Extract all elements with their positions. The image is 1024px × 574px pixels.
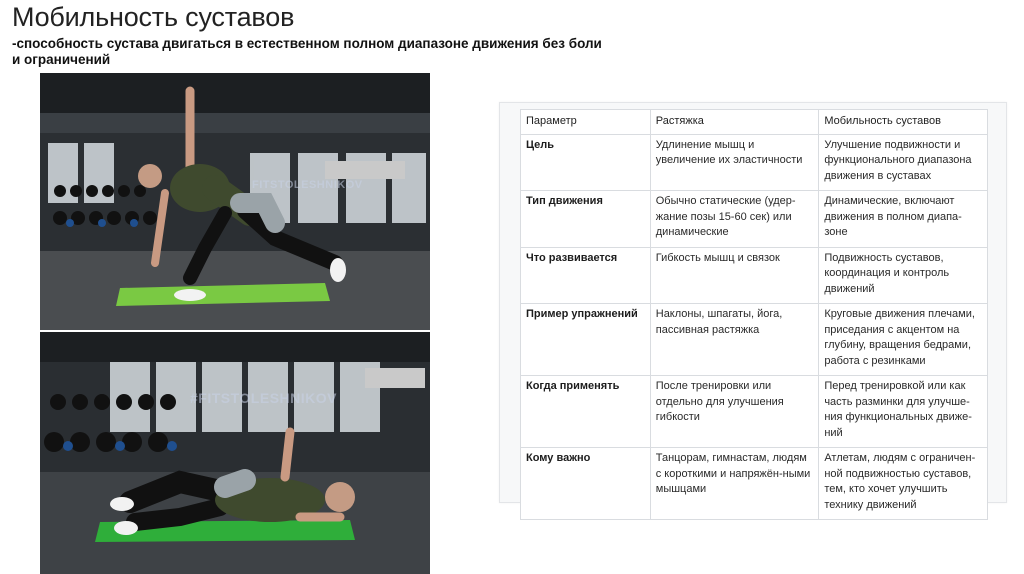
row-stretching-cell: Удлинение мышц и увеличение их эластичности bbox=[650, 134, 819, 191]
row-parameter-cell: Кому важно bbox=[521, 448, 651, 520]
table-row bbox=[521, 247, 988, 304]
row-parameter-cell: Когда применять bbox=[521, 376, 651, 448]
slide-title: Мобильность суставов bbox=[12, 2, 295, 32]
exercise-photo-bottom bbox=[40, 332, 430, 574]
table-header-row bbox=[521, 110, 988, 135]
table-row bbox=[521, 376, 988, 448]
photo-watermark-top: FITSTOLESHNIKOV bbox=[252, 179, 363, 191]
row-mobility-cell: Круговые движения плечами, приседания с акцентом на глубину, вращения бедрами, работа с резинками bbox=[819, 304, 988, 376]
table-row bbox=[521, 134, 988, 191]
table-row bbox=[521, 191, 988, 248]
row-parameter-cell: Тип движения bbox=[521, 191, 651, 248]
row-mobility-cell: Атлетам, людям с ограничен-ной подвижностью суставов, тем, кто хочет улучшить технику движений bbox=[819, 448, 988, 520]
exercise-photo-top bbox=[40, 73, 430, 330]
row-mobility-cell: Улучшение подвижности и функционального диапазона движения в суставах bbox=[819, 134, 988, 191]
row-stretching-cell: Наклоны, шпагаты, йога, пассивная растяжка bbox=[650, 304, 819, 376]
row-mobility-cell: Динамические, включают движения в полном диапа-зоне bbox=[819, 191, 988, 248]
row-mobility-cell: Перед тренировкой или как часть разминки для улучше-ния функциональных движе-ний bbox=[819, 376, 988, 448]
comparison-table-card bbox=[499, 102, 1007, 511]
row-mobility-cell: Подвижность суставов, координация и контроль движений bbox=[819, 247, 988, 304]
gym-scene-top-illustration bbox=[40, 73, 430, 330]
header-parameter: Параметр bbox=[521, 110, 651, 135]
table-row bbox=[521, 304, 988, 376]
row-stretching-cell: После тренировки или отдельно для улучшения гибкости bbox=[650, 376, 819, 448]
header-stretching: Растяжка bbox=[650, 110, 819, 135]
row-parameter-cell: Что развивается bbox=[521, 247, 651, 304]
row-stretching-cell: Танцорам, гимнастам, людям с короткими и напряжён-ными мышцами bbox=[650, 448, 819, 520]
table-row bbox=[521, 448, 988, 520]
gym-scene-bottom-illustration bbox=[40, 332, 430, 574]
row-stretching-cell: Гибкость мышц и связок bbox=[650, 247, 819, 304]
header-mobility: Мобильность суставов bbox=[819, 110, 988, 135]
row-stretching-cell: Обычно статические (удер-жание позы 15-60 сек) или динамические bbox=[650, 191, 819, 248]
slide-subtitle: -способность сустава двигаться в естественном полном диапазоне движения без боли и ограничений bbox=[12, 36, 602, 67]
comparison-table bbox=[520, 109, 988, 520]
photo-watermark-bottom: #FITSTOLESHNIKOV bbox=[190, 390, 337, 406]
row-parameter-cell: Пример упражнений bbox=[521, 304, 651, 376]
row-parameter-cell: Цель bbox=[521, 134, 651, 191]
